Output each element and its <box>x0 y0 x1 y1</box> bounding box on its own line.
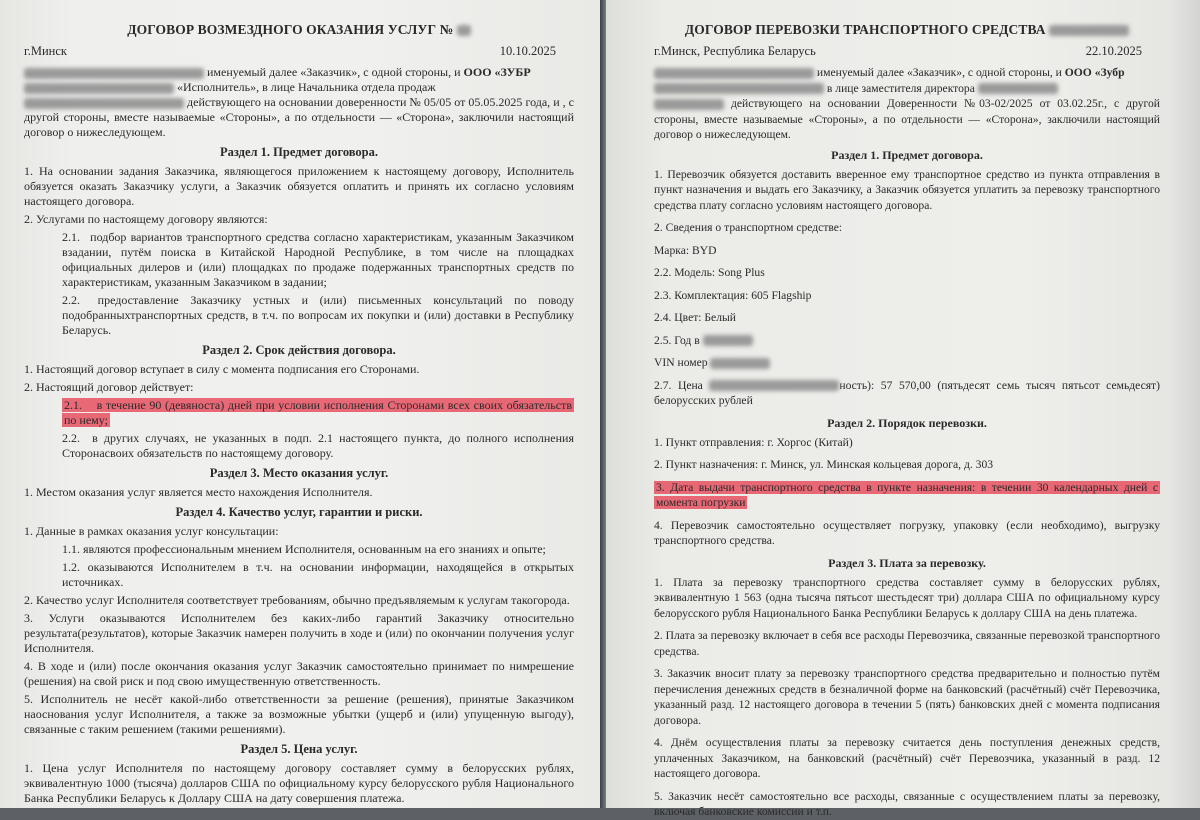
preamble: именуемый далее «Заказчик», с одной стороны, и ООО «ЗУБР «Исполнитель», в лице Начальника отдела продаж действующего на основании доверенности № 05/05 от 05.05.2025 года, и , с другой стороны, вместе называемые «Стороны», а по отдельности — «Сторона», заключили настоящий договор о нижеследующем. <box>24 65 575 139</box>
section-title: Раздел 4. Качество услуг, гарантии и риски. <box>175 505 423 519</box>
section-title: Раздел 2. Порядок перевозки. <box>827 415 987 430</box>
clause: 2. Настоящий договор действует: <box>24 380 194 394</box>
clause: 1. Настоящий договор вступает в силу с момента подписания его Сторонами. <box>24 362 420 376</box>
city: г.Минск, Республика Беларусь <box>654 44 816 58</box>
clause: 2. Услугами по настоящему договору являются: <box>24 212 268 226</box>
section-title: Раздел 2. Срок действия договора. <box>202 343 396 357</box>
subclause: 2.2. в других случаях, не указанных в подп. 2.1 настоящего пункта, до полного исполнения Сторонасвоих обязательств по настоящему договору. <box>62 431 574 460</box>
clause: 5. Исполнитель не несёт какой-либо ответственности за решение (решения), принятые Заказчиком наоснования услуг Исполнителя, а также за возможные убытки (ущерб и (или) упущенную выгоду), связанные с таким решением (такими решениями). <box>24 692 574 736</box>
vehicle-price: 2.7. Цена ность): 57 570,00 (пятьдесят семь тысяч пятьсот семьдесят) белорусских рублей <box>654 378 1160 407</box>
clause: 1. На основании задания Заказчика, являющегося приложением к настоящему договору, Исполнитель обязуется оказать Заказчику услуги, а Заказчик обязуется оплатить и принять их согласно условиям настоящего договора. <box>24 164 574 208</box>
page-edge-shadow <box>1170 0 1200 808</box>
subclause: 1.1. являются профессиональным мнением Исполнителя, основанным на его знаниях и опыте; <box>62 542 546 556</box>
section-title: Раздел 1. Предмет договора. <box>831 147 983 162</box>
clause: 1. Цена услуг Исполнителя по настоящему договору составляет сумму в белорусских рублях, эквивалентную 1000 (тысяча) долларов США по официальному курсу белорусского рубля Национального Банка Республики Беларусь к Доллару США на дату совершения платежа. <box>24 761 574 805</box>
redacted-text <box>709 380 839 391</box>
clause: 1. Местом оказания услуг является место нахождения Исполнителя. <box>24 485 373 499</box>
clause: 1. Плата за перевозку транспортного средства составляет сумму в белорусских рублях, эквивалентную 1 563 (одна тысяча пятьсот шестьдесят три) доллара США по официальному курсу белорусского рубля Национального Банка Республики Беларусь к доллару США на день платежа. <box>654 575 1160 620</box>
section-title: Раздел 5. Цена услуг. <box>240 742 358 756</box>
subclause: 1.2. оказываются Исполнителем в т.ч. на основании информации, находящейся в открытых источниках. <box>62 560 574 589</box>
redacted-text <box>24 68 204 79</box>
redacted-text <box>703 335 753 346</box>
clause: 1. Пункт отправления: г. Хоргос (Китай) <box>654 435 853 449</box>
redacted-text <box>457 25 471 36</box>
clause: 1. Перевозчик обязуется доставить вверенное ему транспортное средство из пункта отправления в пункт назначения и выдать его Заказчику, а Заказчик обязуется уплатить за перевозку транспортного средства плату согласно условиям настоящего договора. <box>654 167 1160 212</box>
document-title: ДОГОВОР ВОЗМЕЗДНОГО ОКАЗАНИЯ УСЛУГ № <box>24 22 574 38</box>
redacted-text <box>654 99 724 110</box>
vehicle-model: 2.2. Модель: Song Plus <box>654 266 765 279</box>
highlight-mark: 2.1. в течение 90 (девяноста) дней при условии исполнения Сторонами всех своих обязательств по нему; <box>64 398 572 427</box>
clause: 3. Услуги оказываются Исполнителем без каких-либо гарантий Заказчику относительно результата(результатов), которые Заказчик намерен получить в ходе и (или) по окончании получения услуг Исполнителя. <box>24 611 574 655</box>
vehicle-year: 2.5. Год в <box>654 333 1160 349</box>
vehicle-brand: Марка: BYD <box>654 243 717 257</box>
date: 22.10.2025 <box>1085 44 1142 58</box>
contract-page-transport <box>606 0 1200 818</box>
subclause: 2.2. предоставление Заказчику устных и (или) письменных консультаций по поводу подобранныхтранспортных средств, в т.ч. по вопросам их покупки и (или) доставки в Республику Беларусь. <box>62 293 575 337</box>
redacted-text <box>24 98 184 109</box>
clause: 2. Сведения о транспортном средстве: <box>654 221 843 234</box>
clause: 4. Перевозчик самостоятельно осуществляет погрузку, упаковку (если необходимо), выгрузку транспортного средства. <box>654 518 1160 547</box>
section-title: Раздел 3. Место оказания услуг. <box>209 466 389 480</box>
highlighted-clause <box>654 480 1160 511</box>
redacted-text <box>24 83 174 94</box>
contract-page-services <box>0 0 600 808</box>
place-date-row <box>24 44 574 59</box>
highlighted-subclause <box>62 398 574 428</box>
document-title: ДОГОВОР ПЕРЕВОЗКИ ТРАНСПОРТНОГО СРЕДСТВА <box>654 22 1160 38</box>
section-title: Раздел 1. Предмет договора. <box>219 145 379 159</box>
redacted-text <box>1049 25 1129 36</box>
clause: 3. Заказчик вносит плату за перевозку транспортного средства предварительно и полностью путём перечисления денежных средств в безналичной форме на банковский (расчётный) счёт Перевозчика, указанный разд. 12 настоящего договора в течении 5 (пять) банковских дней с момента подписания договора. <box>654 667 1160 727</box>
preamble: именуемый далее «Заказчик», с одной стороны, и ООО «Зубр в лице заместителя директора действующего на основании Доверенности №03-02/2025 от 03.02.25г., с другой стороны, вместе называемые «Стороны», а по отдельности — «Сторона», заключили настоящий договор о нижеследующем. <box>654 66 1160 141</box>
clause: 2. Плата за перевозку включает в себя все расходы Перевозчика, связанные перевозкой транспортного средства. <box>654 629 1160 658</box>
clause: 2. Качество услуг Исполнителя соответствует требованиям, обычно предъявляемым к услугам такогорода. <box>24 593 570 607</box>
section-title: Раздел 3. Плата за перевозку. <box>828 555 986 570</box>
clause: 2. Пункт назначения: г. Минск, ул. Минская кольцевая дорога, д. 303 <box>654 458 994 471</box>
redacted-text <box>710 358 770 369</box>
redacted-text <box>978 83 1058 94</box>
clause: 5. Заказчик несёт самостоятельно все расходы, связанные с осуществлением платы за перевозку, включая банковские комиссии и т.п. <box>654 789 1160 818</box>
redacted-text <box>654 83 824 94</box>
redacted-text <box>654 68 814 79</box>
place-date-row <box>654 44 1160 59</box>
clause: 1. Данные в рамках оказания услуг консультации: <box>24 524 279 538</box>
city: г.Минск <box>24 44 67 58</box>
subclause: 2.1. подбор вариантов транспортного средства согласно характеристикам, указанным Заказчиком взадании, путём поиска в Китайской Народной Республике, в том числе на площадках официальных дилеров и (или) площадках по продаже подержанных транспортных средств по характеристикам, указанным Заказчиком в задании; <box>62 230 574 289</box>
highlight-mark: 3. Дата выдачи транспортного средства в пункте назначения: в течении 30 календарных дней с момента погрузки <box>656 480 1158 509</box>
vehicle-trim: 2.3. Комплектация: 605 Flagship <box>654 288 812 302</box>
clause: 4. Днём осуществления платы за перевозку считается день поступления денежных средств, уплаченных Заказчиком, на банковский (расчётный) счёт Перевозчика, указанный в разд. 12 настоящего договора. <box>654 736 1160 780</box>
clause: 4. В ходе и (или) после окончания оказания услуг Заказчик самостоятельно принимает по нимрешение (решения) на свой риск и под свою имущественную ответственность. <box>24 659 574 688</box>
vehicle-vin: VIN номер <box>654 355 1160 371</box>
vehicle-color: 2.4. Цвет: Белый <box>654 311 736 324</box>
date: 10.10.2025 <box>499 44 556 58</box>
